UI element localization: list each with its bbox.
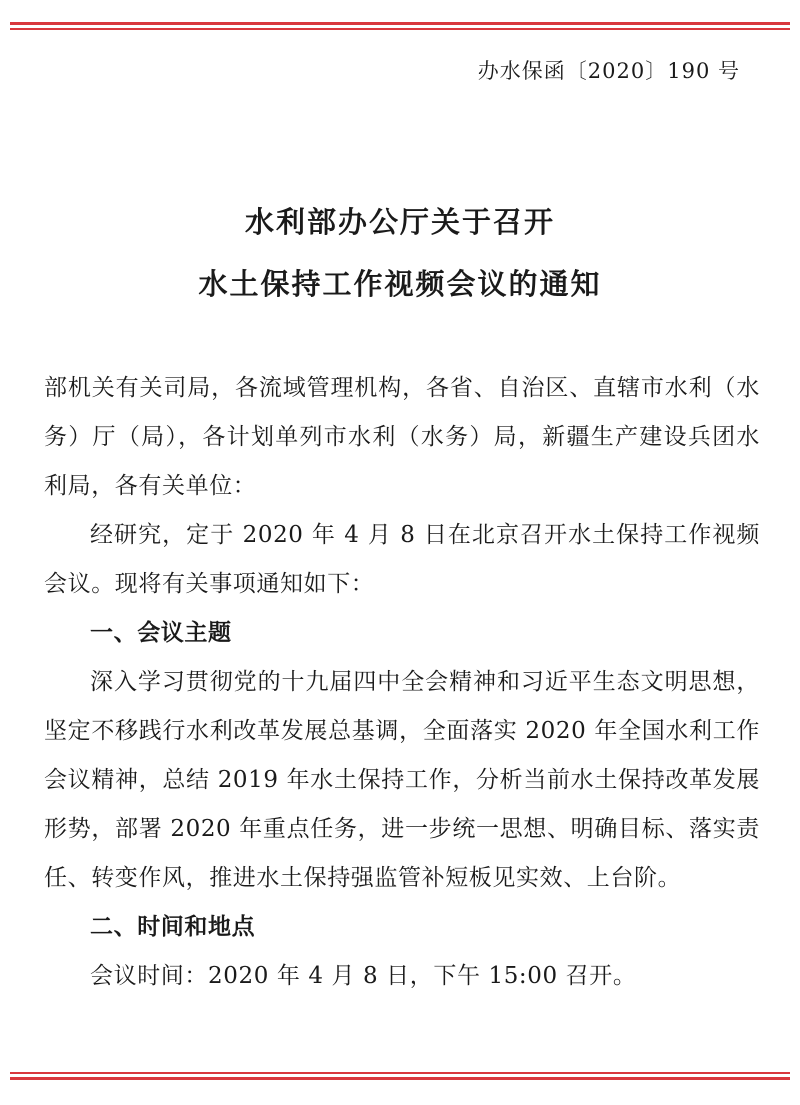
header-red-rule: [10, 22, 790, 30]
title-line-1: 水利部办公厅关于召开: [244, 205, 555, 239]
section-1-heading: 一、会议主题: [90, 620, 232, 646]
section-2-heading: 二、时间和地点: [90, 914, 256, 940]
intro-paragraph: 经研究，定于 2020 年 4 月 8 日在北京召开水土保持工作视频会议。现将有关事项通知如下：: [44, 522, 760, 597]
meeting-time: 会议时间：2020 年 4 月 8 日，下午 15:00 召开。: [90, 963, 637, 989]
footer-red-rule: [10, 1072, 790, 1080]
section-1-body: 深入学习贯彻党的十九届四中全会精神和习近平生态文明思想，坚定不移践行水利改革发展总基调，全面落实 2020 年全国水利工作会议精神，总结 2019 年水土保持工作，分析当前水土保持改革发展形势，部署 2020 年重点任务，进一步统一思想、明确目标、落实责任、转变作风，推进水土保持强监管补短板见实效、上台阶。: [44, 669, 760, 891]
addressees: 部机关有关司局，各流域管理机构，各省、自治区、直辖市水利（水务）厅（局），各计划单列市水利（水务）局，新疆生产建设兵团水利局，各有关单位：: [44, 375, 760, 499]
document-body: [44, 364, 760, 1001]
document-number: 办水保函〔2020〕190 号: [477, 59, 740, 83]
title-line-2: 水土保持工作视频会议的通知: [198, 267, 602, 301]
